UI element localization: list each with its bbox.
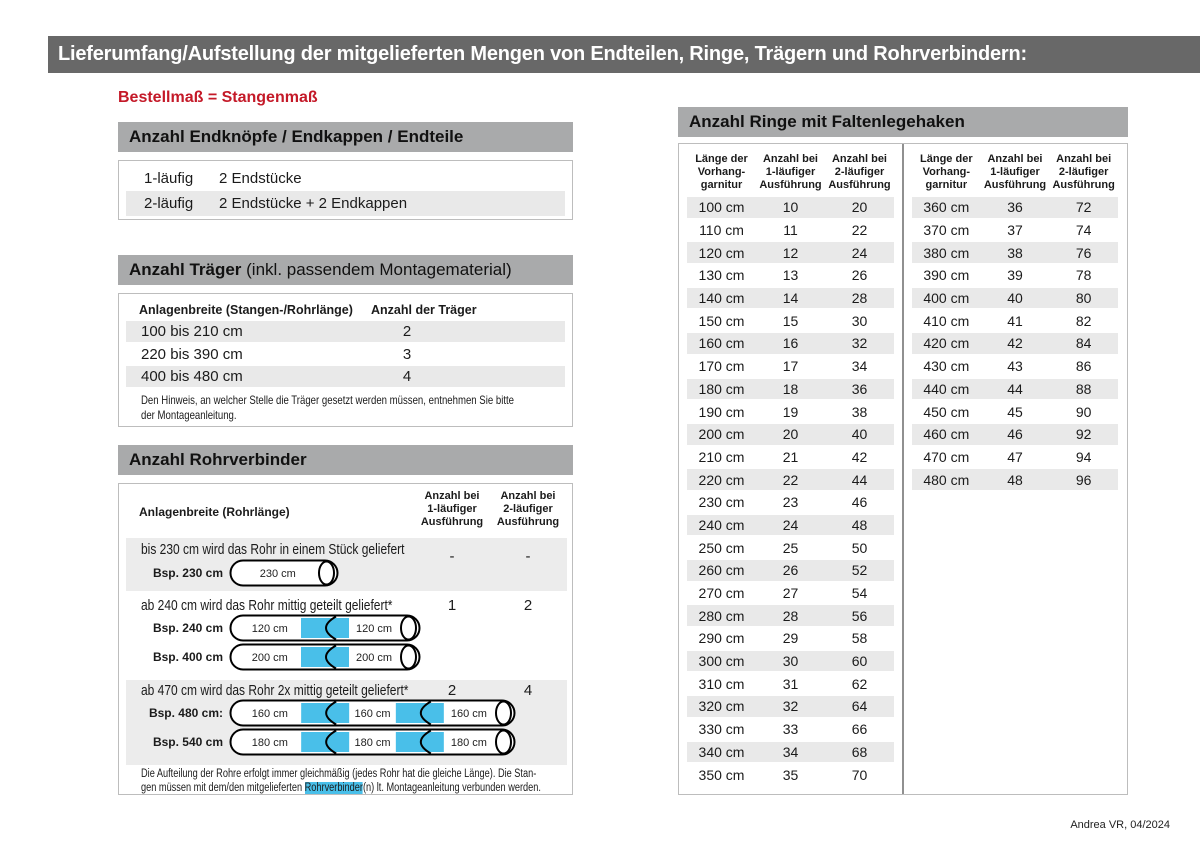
svg-text:200 cm: 200 cm	[355, 652, 393, 664]
svg-text:180 cm: 180 cm	[251, 737, 288, 749]
ringe-cell: 38	[1007, 244, 1023, 261]
ringe-cell: 74	[1075, 222, 1092, 239]
header-line: 2-läufiger	[503, 503, 553, 515]
ringe-cell: 11	[783, 222, 798, 239]
ringe-cell: 350 cm	[698, 766, 745, 783]
ringe-cell: 22	[782, 471, 799, 488]
table-row	[687, 469, 894, 490]
ringe-cell: 16	[782, 335, 799, 352]
table-row	[126, 321, 565, 342]
tube-row	[119, 614, 421, 642]
ringe-cell: 28	[782, 607, 799, 624]
endteile-table	[118, 160, 573, 220]
ringe-cell: 120 cm	[698, 244, 745, 261]
table-row	[912, 356, 1118, 377]
table-row	[912, 424, 1118, 445]
svg-text:160 cm: 160 cm	[251, 708, 288, 720]
page-title: Lieferumfang/Aufstellung der mitgelieferten Mengen von Endteilen, Ringe, Trägern und Rohrverbindern:	[58, 43, 1027, 65]
table-row	[687, 696, 894, 717]
header-line: Anzahl bei	[987, 153, 1043, 165]
rohrverbinder-connector	[396, 703, 444, 723]
rohr-row-text-line: ab 240 cm wird das Rohr mittig geteilt geliefert*	[141, 597, 393, 614]
ringe-cell: 370 cm	[923, 222, 970, 239]
ringe-cell: 220 cm	[698, 471, 745, 488]
table-row	[687, 537, 894, 558]
svg-text:160 cm: 160 cm	[354, 708, 391, 720]
ringe-cell: 310 cm	[698, 675, 745, 692]
header-line: 1-läufiger	[990, 166, 1040, 178]
tube-row	[119, 699, 516, 727]
header-line: Anzahl bei	[831, 153, 887, 165]
table-row	[126, 366, 565, 387]
rohr-diagram	[229, 699, 516, 727]
table-row	[687, 288, 894, 309]
table-row	[687, 242, 894, 263]
ringe-cell: 48	[851, 516, 868, 533]
traeger-count: 3	[402, 345, 412, 363]
header-line: Ausführung	[759, 179, 822, 191]
ringe-cell: 25	[782, 539, 799, 556]
rohr-count-value: -	[525, 548, 531, 565]
ringe-rows	[687, 197, 894, 787]
ringe-cell: 200 cm	[698, 426, 745, 443]
ringe-cell: 62	[851, 675, 868, 692]
table-row	[126, 344, 565, 365]
rohr-count-value: 1	[447, 597, 457, 614]
ringe-cell: 18	[782, 380, 799, 397]
section-title-traeger: Anzahl Träger (inkl. passendem Montagematerial)	[118, 255, 573, 285]
ringe-header-cell	[825, 153, 894, 192]
ringe-cell: 35	[782, 766, 799, 783]
table-row	[912, 288, 1118, 309]
ringe-cell: 40	[851, 426, 868, 443]
ringe-cell: 19	[782, 403, 799, 420]
ringe-cell: 88	[1075, 380, 1092, 397]
table-row	[687, 560, 894, 581]
ringe-cell: 380 cm	[923, 244, 970, 261]
section-title-rohrverbinder: Anzahl Rohrverbinder	[118, 445, 573, 475]
header-line: garnitur	[925, 179, 968, 191]
ringe-cell: 320 cm	[698, 698, 745, 715]
ringe-cell: 340 cm	[698, 743, 745, 760]
ringe-cell: 72	[1075, 199, 1092, 216]
tube-diagram-wrap	[223, 699, 516, 727]
ringe-cell: 180 cm	[698, 380, 745, 397]
table-row	[687, 197, 894, 218]
traeger-range: 400 bis 480 cm	[141, 368, 243, 385]
header-line: Ausführung	[496, 516, 560, 528]
tube-diagram-wrap	[223, 728, 516, 756]
ringe-cell: 280 cm	[698, 607, 745, 624]
ringe-header-cell	[981, 153, 1050, 192]
section-title-ringe: Anzahl Ringe mit Faltenlegehaken	[678, 107, 1128, 137]
ringe-cell: 78	[1075, 267, 1092, 284]
ringe-cell: 36	[1007, 199, 1023, 216]
ringe-cell: 22	[851, 222, 868, 239]
ringe-table	[678, 143, 1128, 795]
ringe-cell: 68	[851, 743, 868, 760]
rohr-row-text	[141, 597, 455, 614]
tube-row	[119, 728, 516, 756]
ringe-cell: 23	[782, 494, 799, 511]
table-row	[687, 673, 894, 694]
rohr-count-value: 4	[523, 682, 533, 699]
ringe-cell: 96	[1075, 471, 1092, 488]
ringe-cell: 92	[1075, 426, 1092, 443]
ringe-cell: 20	[782, 426, 799, 443]
ringe-cell: 24	[782, 516, 799, 533]
endteile-row-label: 2-läufig	[144, 195, 194, 212]
rohr-diagram	[229, 643, 421, 671]
endteile-row-label: 1-läufig	[144, 170, 194, 187]
ringe-cell: 52	[851, 562, 868, 579]
ringe-cell: 260 cm	[698, 562, 745, 579]
table-row	[912, 469, 1118, 490]
table-row	[687, 310, 894, 331]
ringe-cell: 82	[1075, 312, 1092, 329]
ringe-cell: 28	[851, 290, 868, 307]
ringe-header-cell	[912, 153, 981, 192]
ringe-cell: 33	[782, 721, 799, 738]
traeger-note: Den Hinweis, an welcher Stelle die Träger gesetzt werden müssen, entnehmen Sie bitte der Montageanleitung.	[141, 393, 514, 422]
rohr-diagram	[229, 728, 516, 756]
ringe-cell: 70	[851, 766, 868, 783]
rohrverbinder-table	[118, 483, 573, 795]
svg-text:180 cm: 180 cm	[354, 737, 391, 749]
tube-example-label: Bsp. 240 cm	[152, 621, 223, 635]
ringe-cell: 84	[1075, 335, 1092, 352]
page-title-bar	[48, 36, 1200, 73]
ringe-cell: 140 cm	[698, 290, 745, 307]
ringe-cell: 20	[851, 199, 868, 216]
ringe-cell: 27	[782, 585, 799, 602]
ringe-cell: 12	[782, 244, 799, 261]
table-row	[687, 492, 894, 513]
footnote-line	[141, 781, 541, 795]
rohrverbinder-connector	[301, 703, 349, 723]
document-credit: Andrea VR, 04/2024	[1070, 819, 1170, 831]
ringe-cell: 270 cm	[698, 585, 745, 602]
ringe-cell: 470 cm	[923, 448, 970, 465]
table-row	[687, 764, 894, 785]
tube-example-label: Bsp. 230 cm	[152, 566, 223, 580]
table-row	[687, 628, 894, 649]
svg-text:120 cm: 120 cm	[251, 623, 288, 635]
ringe-cell: 41	[1007, 312, 1023, 329]
table-row	[912, 265, 1118, 286]
ringe-cell: 240 cm	[698, 516, 745, 533]
ringe-cell: 80	[1075, 290, 1092, 307]
ringe-rows	[912, 197, 1118, 492]
ringe-cell: 38	[851, 403, 868, 420]
tube-example-label: Bsp. 540 cm	[152, 735, 223, 749]
ringe-cell: 56	[851, 607, 868, 624]
ringe-cell: 32	[851, 335, 868, 352]
ringe-cell: 190 cm	[698, 403, 745, 420]
ringe-cell: 26	[782, 562, 799, 579]
table-row	[687, 424, 894, 445]
header-line: garnitur	[700, 179, 743, 191]
tube-row	[119, 643, 421, 671]
ringe-cell: 330 cm	[698, 721, 745, 738]
traeger-range: 100 bis 210 cm	[141, 323, 243, 340]
header-line: Länge der	[695, 153, 748, 165]
ringe-cell: 76	[1075, 244, 1092, 261]
table-row	[912, 447, 1118, 468]
ringe-cell: 210 cm	[698, 448, 745, 465]
table-row	[687, 379, 894, 400]
footnote-line: Die Aufteilung der Rohre erfolgt immer gleichmäßig (jedes Rohr hat die gleiche Länge). Die Stan-	[141, 768, 537, 780]
ringe-cell: 420 cm	[923, 335, 970, 352]
header-line: Anzahl bei	[762, 153, 818, 165]
ringe-cell: 44	[1007, 380, 1023, 397]
ringe-subtable-left	[679, 144, 902, 794]
ringe-header-cell	[687, 153, 756, 192]
ringe-cell: 17	[782, 358, 799, 375]
ringe-cell: 37	[1007, 222, 1023, 239]
svg-text:160 cm: 160 cm	[450, 708, 487, 720]
header-line: 1-läufiger	[427, 503, 477, 515]
ringe-cell: 160 cm	[698, 335, 745, 352]
header-line: 2-läufiger	[1058, 166, 1109, 178]
ringe-cell: 300 cm	[698, 653, 745, 670]
ringe-cell: 460 cm	[923, 426, 970, 443]
footnote-text: gen müssen mit dem/den mitgelieferten	[141, 782, 305, 794]
section-title-endteile: Anzahl Endknöpfe / Endkappen / Endteile	[118, 122, 573, 152]
rohr-count-value: 2	[523, 597, 533, 614]
header-line: Länge der	[920, 153, 973, 165]
header-line: Vorhang-	[697, 166, 746, 178]
ringe-cell: 410 cm	[923, 312, 970, 329]
header-line: Anzahl bei	[500, 490, 556, 502]
table-row	[687, 583, 894, 604]
ringe-cell: 430 cm	[923, 358, 970, 375]
rohr-diagram	[229, 559, 339, 587]
table-row	[912, 379, 1118, 400]
tube-example-label: Bsp. 480 cm:	[148, 706, 223, 720]
endteile-row-value: 2 Endstücke	[219, 170, 302, 187]
traeger-count: 4	[402, 368, 412, 385]
ringe-cell: 10	[782, 199, 799, 216]
rohr-col-label: Anlagenbreite (Rohrlänge)	[139, 505, 290, 519]
ringe-subtable-right	[904, 144, 1126, 794]
svg-text:180 cm: 180 cm	[450, 737, 487, 749]
ringe-cell: 29	[782, 630, 799, 647]
traeger-col1-header: Anlagenbreite (Stangen-/Rohrlänge)	[139, 303, 353, 317]
rohr-col1-header	[412, 490, 492, 529]
ringe-cell: 30	[851, 312, 868, 329]
ringe-cell: 130 cm	[698, 267, 745, 284]
table-row	[687, 515, 894, 536]
rohr-footnote	[141, 767, 641, 795]
rohrverbinder-connector	[301, 732, 349, 752]
ringe-cell: 60	[851, 653, 868, 670]
ringe-cell: 90	[1075, 403, 1092, 420]
table-row	[687, 265, 894, 286]
ringe-cell: 34	[782, 743, 799, 760]
ringe-cell: 64	[851, 698, 868, 715]
ringe-cell: 440 cm	[923, 380, 970, 397]
ringe-cell: 13	[782, 267, 799, 284]
table-row	[687, 742, 894, 763]
header-line: Ausführung	[828, 179, 891, 191]
ringe-cell: 170 cm	[698, 358, 745, 375]
svg-text:200 cm: 200 cm	[251, 652, 288, 664]
bestellmass-note: Bestellmaß = Stangenmaß	[118, 89, 318, 106]
header-line: 2-läufiger	[834, 166, 885, 178]
table-row	[912, 401, 1118, 422]
table-row	[687, 447, 894, 468]
table-row	[687, 401, 894, 422]
traeger-col2-header: Anzahl der Träger	[371, 303, 477, 317]
ringe-cell: 46	[1007, 426, 1023, 443]
traeger-range: 220 bis 390 cm	[141, 345, 243, 363]
ringe-cell: 250 cm	[698, 539, 745, 556]
ringe-header-row	[912, 153, 1118, 192]
svg-text:120 cm: 120 cm	[355, 623, 393, 635]
ringe-cell: 42	[1007, 335, 1023, 352]
ringe-cell: 39	[1007, 267, 1023, 284]
rohrverbinder-connector	[396, 732, 444, 752]
table-row	[687, 220, 894, 241]
ringe-cell: 54	[851, 585, 868, 602]
ringe-cell: 110 cm	[699, 222, 744, 239]
traeger-table-header	[139, 303, 477, 317]
header-line: Ausführung	[1052, 179, 1115, 191]
ringe-cell: 31	[782, 675, 799, 692]
table-row	[912, 197, 1118, 218]
ringe-cell: 34	[851, 358, 868, 375]
ringe-cell: 66	[851, 721, 868, 738]
ringe-header-row	[687, 153, 894, 192]
table-row	[687, 356, 894, 377]
rohr-row-text-line: bis 230 cm wird das Rohr in einem Stück geliefert	[141, 541, 405, 558]
rohr-count-value: -	[449, 548, 455, 565]
header-line: Vorhang-	[922, 166, 971, 178]
header-line: Anzahl bei	[424, 490, 480, 502]
ringe-cell: 450 cm	[923, 403, 970, 420]
ringe-cell: 24	[851, 244, 868, 261]
tube-row	[119, 559, 339, 587]
rohr-col2-header	[488, 490, 568, 529]
rohr-row-text-line: ab 470 cm wird das Rohr 2x mittig geteilt geliefert*	[141, 682, 409, 699]
ringe-cell: 26	[851, 267, 868, 284]
endteile-row-value: 2 Endstücke + 2 Endkappen	[219, 195, 408, 212]
tube-diagram-wrap	[223, 614, 421, 642]
rohr-diagram	[229, 614, 421, 642]
header-line: Ausführung	[420, 516, 484, 528]
ringe-cell: 50	[851, 539, 868, 556]
ringe-cell: 46	[851, 494, 868, 511]
ringe-cell: 480 cm	[923, 471, 970, 488]
rohr-count-value: 2	[447, 682, 457, 699]
ringe-cell: 36	[851, 380, 868, 397]
ringe-cell: 290 cm	[698, 630, 745, 647]
ringe-header-cell	[756, 153, 825, 192]
table-row	[912, 242, 1118, 263]
table-row	[126, 191, 565, 216]
footnote-text: (n) lt. Montageanleitung verbunden werden.	[362, 782, 541, 794]
table-row	[912, 220, 1118, 241]
tube-example-label: Bsp. 400 cm	[152, 650, 223, 664]
header-line: Anzahl bei	[1056, 153, 1112, 165]
ringe-cell: 45	[1007, 403, 1023, 420]
ringe-cell: 86	[1075, 358, 1092, 375]
ringe-cell: 390 cm	[923, 267, 970, 284]
ringe-cell: 100 cm	[698, 199, 745, 216]
ringe-cell: 230 cm	[698, 494, 745, 511]
table-row	[912, 310, 1118, 331]
ringe-cell: 360 cm	[923, 199, 970, 216]
ringe-cell: 150 cm	[698, 312, 745, 329]
rohrverbinder-highlight: Rohrverbinder	[304, 782, 363, 794]
table-row	[687, 605, 894, 626]
ringe-cell: 30	[782, 653, 799, 670]
traeger-count: 2	[402, 323, 412, 340]
table-row	[912, 333, 1118, 354]
ringe-cell: 58	[851, 630, 868, 647]
ringe-cell: 21	[782, 448, 799, 465]
ringe-cell: 40	[1007, 290, 1023, 307]
header-line: 1-läufiger	[765, 166, 816, 178]
header-line: Ausführung	[983, 179, 1047, 191]
table-row	[687, 333, 894, 354]
ringe-header-cell	[1049, 153, 1118, 192]
ringe-cell: 94	[1075, 448, 1092, 465]
ringe-cell: 47	[1007, 448, 1023, 465]
ringe-cell: 15	[782, 312, 799, 329]
ringe-cell: 42	[851, 448, 868, 465]
ringe-cell: 44	[851, 471, 868, 488]
ringe-cell: 32	[782, 698, 799, 715]
svg-text:230 cm: 230 cm	[259, 568, 296, 580]
table-row	[687, 651, 894, 672]
ringe-cell: 43	[1007, 358, 1023, 375]
table-row	[126, 166, 565, 191]
ringe-cell: 400 cm	[923, 290, 970, 307]
ringe-cell: 48	[1007, 471, 1023, 488]
traeger-table	[118, 293, 573, 427]
tube-diagram-wrap	[223, 559, 339, 587]
tube-diagram-wrap	[223, 643, 421, 671]
ringe-cell: 14	[782, 290, 799, 307]
table-row	[687, 719, 894, 740]
